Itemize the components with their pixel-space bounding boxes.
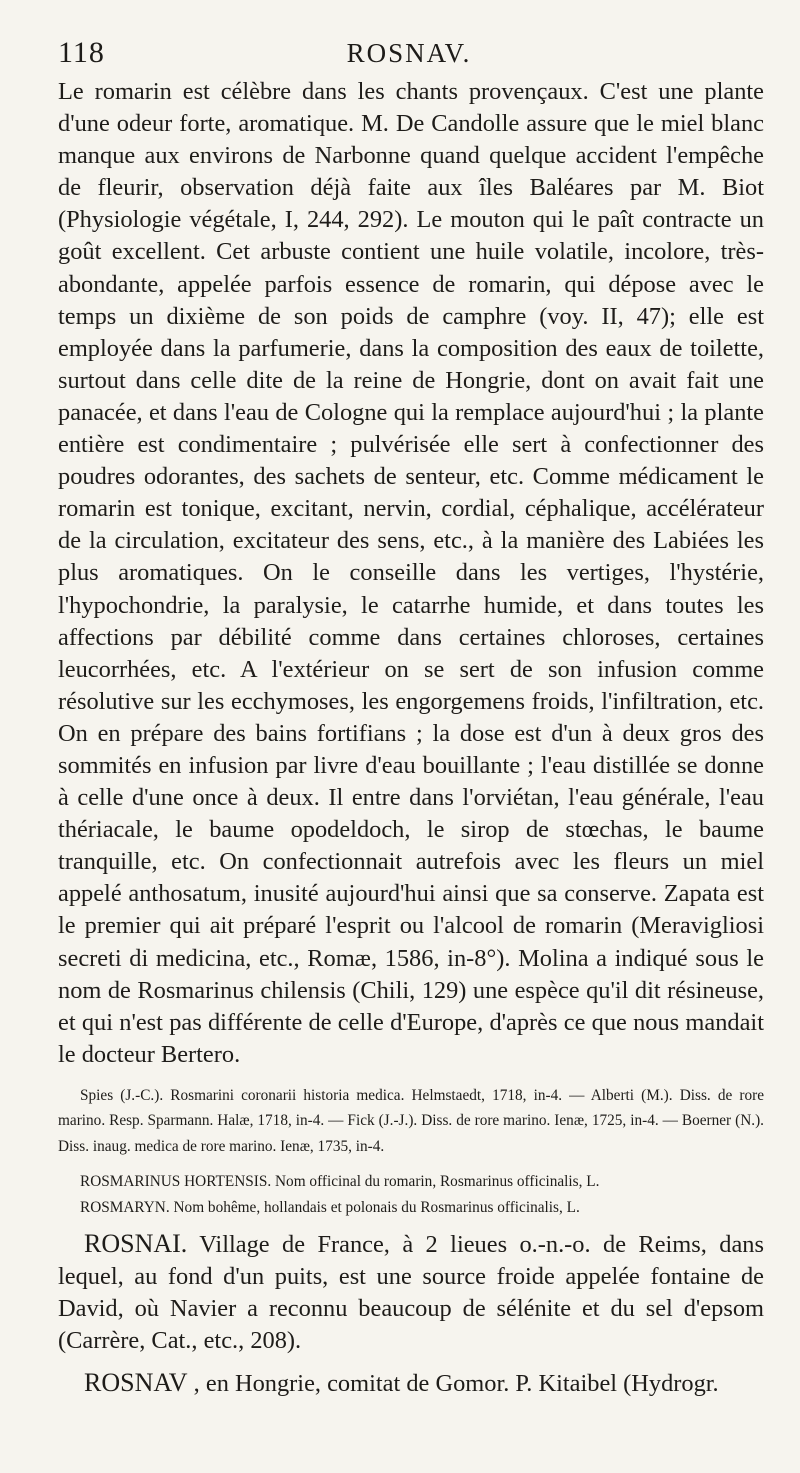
running-head: ROSNAV. <box>346 38 472 68</box>
main-paragraph: Le romarin est célèbre dans les chants provençaux. C'est une plante d'une odeur forte, aromatique. M. De Candolle assure que le miel blanc manque aux environs de Narbonne quand quelque accident l'empêche de fleurir, observation déjà faite aux îles Baléares par M. Biot (Physiologie végétale, I, 244, 292). Le mouton qui le paît contracte un goût excellent. Cet arbuste contient une huile volatile, incolore, très-abondante, appelée parfois essence de romarin, qui dépose avec le temps un dixième de son poids de camphre (voy. II, 47); elle est employée dans la parfumerie, dans la composition des eaux de toilette, surtout dans celle dite de la reine de Hongrie, dont on avait fait une panacée, et dans l'eau de Cologne qui la remplace aujourd'hui ; la plante entière est condimentaire ; pulvérisée elle sert à confectionner des poudres odorantes, des sachets de senteur, etc. Comme médicament le romarin est tonique, excitant, nervin, cordial, céphalique, accélérateur de la circulation, excitateur des sens, etc., à la manière des Labiées les plus aromatiques. On le conseille dans les vertiges, l'hystérie, l'hypochondrie, la paralysie, le catarrhe humide, et dans toutes les affections par débilité comme dans certaines chloroses, certaines leucorrhées, etc. A l'extérieur on se sert de son infusion comme résolutive sur les ecchymoses, les engorgemens froids, l'infiltration, etc. On en prépare des bains fortifians ; la dose est d'un à deux gros des sommités en infusion par livre d'eau bouillante ; l'eau distillée se donne à celle d'une once à deux. Il entre dans l'orviétan, l'eau générale, l'eau thériacale, le baume opodeldoch, le sirop de stœchas, le baume tranquille, etc. On confectionnait autrefois avec les fleurs un miel appelé anthosatum, inusité aujourd'hui ainsi que sa conserve. Zapata est le premier qui ait préparé l'esprit ou l'alcool de romarin (Meravigliosi secreti di medicina, etc., Romæ, 1586, in-8°). Molina a indiqué sous le nom de Rosmarinus chilensis (Chili, 129) une espèce qu'il dit résineuse, et qui n'est pas différente de celle d'Europe, d'après ce que nous mandait le docteur Bertero. <box>58 78 764 1068</box>
entry-text: Village de France, à 2 lieues o.-n.-o. de Reims, dans lequel, au fond d'un puits, est une source froide appelée fontaine de David, où Navier a reconnu beaucoup de sélénite et du sel d'epsom (Carrère, Cat., etc., 208). <box>58 1231 764 1355</box>
page-header <box>58 36 760 72</box>
notes-block <box>58 1083 764 1221</box>
entry-headword: ROSNAI. <box>84 1229 188 1259</box>
entry-text: , en Hongrie, comitat de Gomor. P. Kitaibel (Hydrogr. <box>193 1370 719 1398</box>
page-number: 118 <box>58 36 105 69</box>
synonym-note-hortensis: ROSMARINUS HORTENSIS. Nom officinal du romarin, Rosmarinus officinalis, L. <box>80 1173 600 1191</box>
synonym-note-rosmaryn: ROSMARYN. Nom bohême, hollandais et polonais du Rosmarinus officinalis, L. <box>80 1198 580 1216</box>
entry-headword: ROSNAV <box>84 1368 188 1398</box>
entry-rosnai <box>58 1228 764 1357</box>
entry-rosnav <box>58 1367 764 1400</box>
bibliography-note: Spies (J.-C.). Rosmarini coronarii historia medica. Helmstaedt, 1718, in-4. — Alberti (M.). Diss. de rore marino. Resp. Sparmann. Halæ, 1718, in-4. — Fick (J.-J.). Diss. de rore marino. Ienæ, 1725, in-4. — Boerner (N.). Diss. inaug. medica de rore marino. Ienæ, 1735, in-4. <box>58 1086 764 1155</box>
page-body <box>58 76 764 1400</box>
